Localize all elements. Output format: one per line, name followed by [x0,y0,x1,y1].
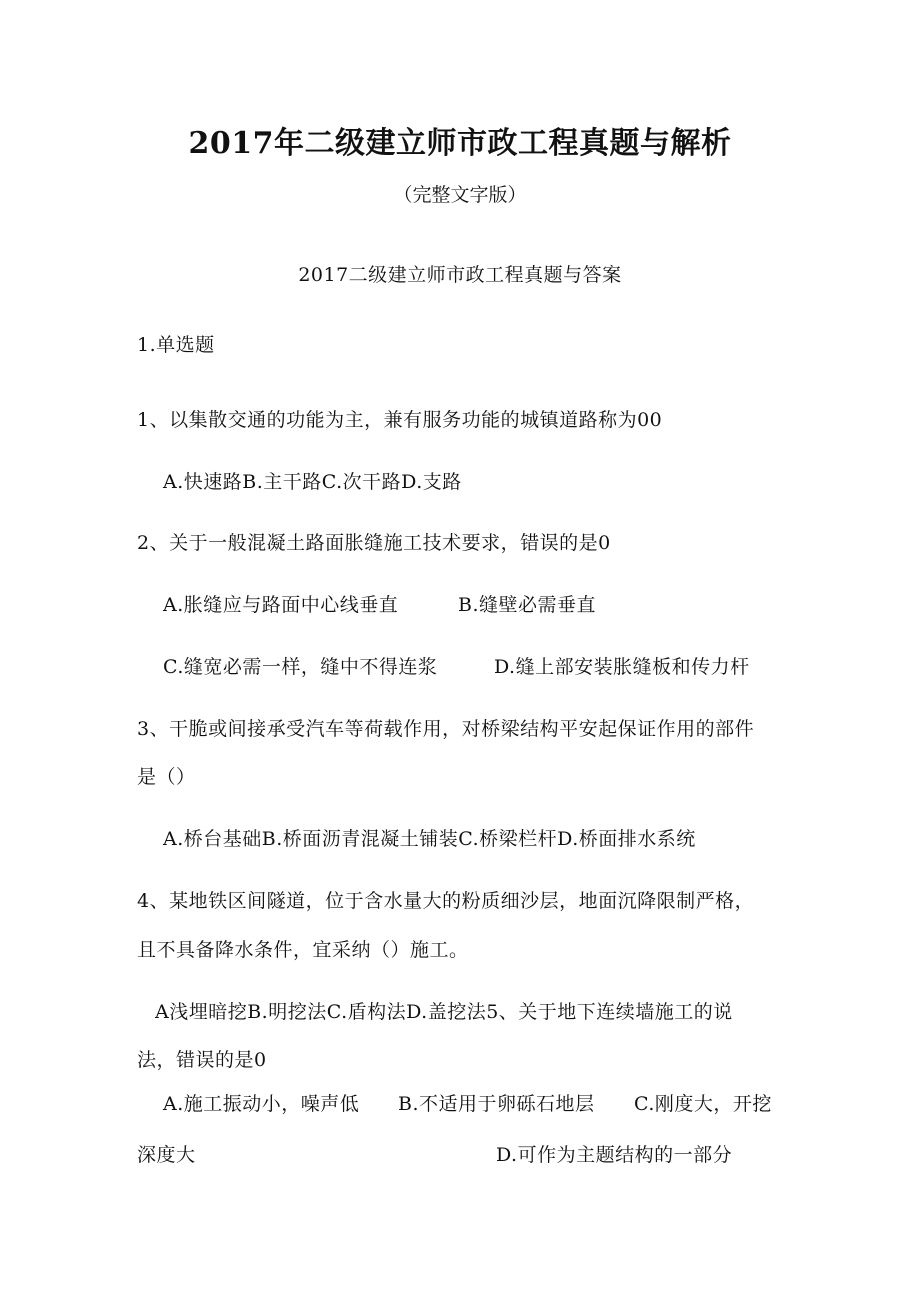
question-4-stem-line-1: 4、某地铁区间隧道，位于含水量大的粉质细沙层，地面沉降限制严格， [137,890,755,912]
question-3-stem-line-1: 3、干脆或间接承受汽车等荷载作用，对桥梁结构平安起保证作用的部件 [137,718,755,740]
question-5-stem-continuation: 法，错误的是0 [137,1049,267,1071]
question-2-option-b: B.缝壁必需垂直 [458,594,597,616]
question-2-stem: 2、关于一般混凝土路面胀缝施工技术要求，错误的是0 [137,532,611,554]
document-title: 2017年二级建立师市政工程真题与解析 [188,126,732,161]
question-2-option-a: A.胀缝应与路面中心线垂直 [163,594,399,616]
question-2-option-c: C.缝宽必需一样，缝中不得连浆 [163,656,438,678]
question-2-option-d: D.缝上部安装胀缝板和传力杆 [494,656,750,678]
question-5-option-a: A.施工振动小，噪声低 [163,1093,360,1115]
document-heading: 2017二级建立师市政工程真题与答案 [298,264,622,286]
question-1-stem: 1、以集散交通的功能为主，兼有服务功能的城镇道路称为00 [137,409,663,431]
section-label: 1.单选题 [137,334,215,356]
question-1-options: A.快速路B.主干路C.次干路D.支路 [163,471,462,493]
question-5-option-b: B.不适用于卵砾石地层 [398,1093,595,1115]
document-subtitle: （完整文字版） [393,184,527,206]
question-5-option-d: D.可作为主题结构的一部分 [496,1144,733,1166]
question-3-options: A.桥台基础B.桥面沥青混凝土铺装C.桥梁栏杆D.桥面排水系统 [163,828,696,850]
question-3-stem-line-2: 是（） [137,766,196,788]
question-5-option-c-continuation: 深度大 [137,1144,196,1166]
question-4-options-and-question-5: A浅埋暗挖B.明挖法C.盾构法D.盖挖法5、关于地下连续墙施工的说 [155,1001,733,1023]
question-4-stem-line-2: 且不具备降水条件，宜采纳（）施工。 [137,939,469,961]
question-5-option-c: C.刚度大，开挖 [634,1093,772,1115]
